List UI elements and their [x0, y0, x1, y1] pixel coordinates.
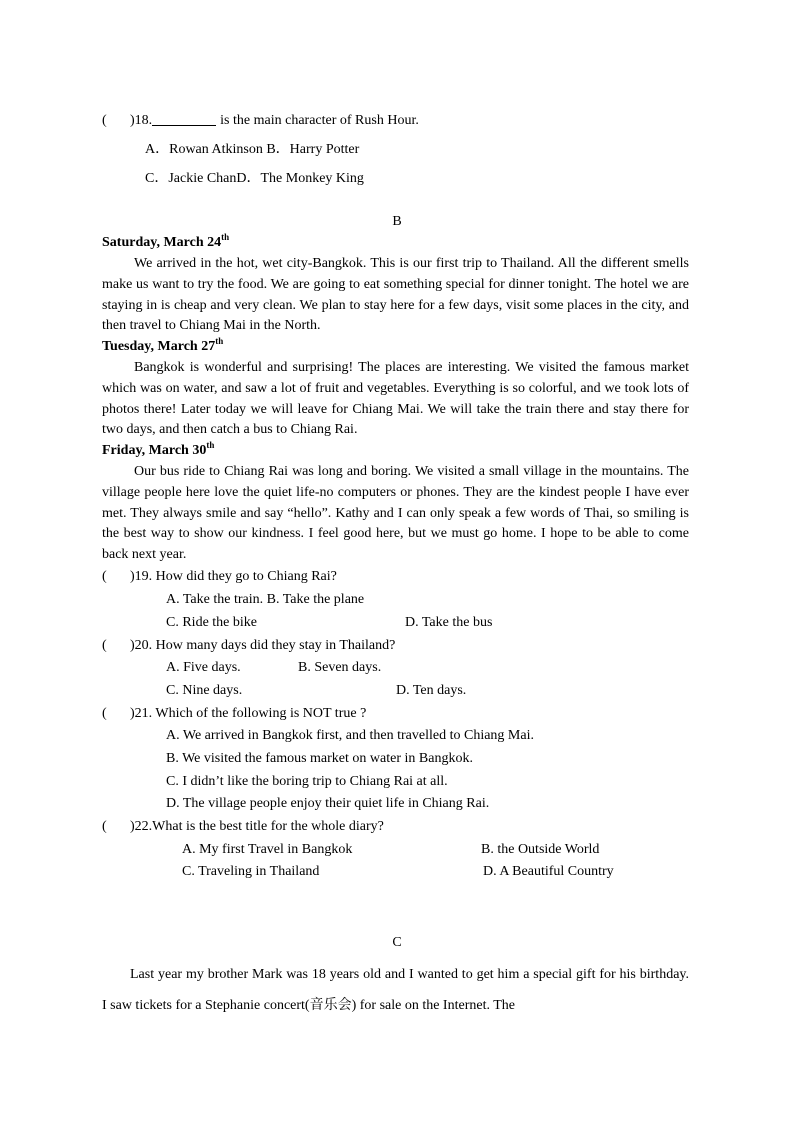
diary-date-1: Saturday, March 24th	[102, 232, 230, 250]
q22-option-a: A. My first Travel in Bangkok	[182, 842, 353, 857]
diary-date-3: Friday, March 30th	[102, 440, 215, 458]
section-c-title: C	[392, 935, 402, 950]
section-b-title: B	[392, 214, 402, 229]
q22-option-b: B. the Outside World	[481, 842, 600, 857]
question-number: )22.	[130, 819, 153, 834]
question-18	[102, 111, 419, 132]
option-d: D．The Monkey King	[236, 171, 364, 186]
answer-bracket: (	[102, 706, 107, 721]
option-c: C．Jackie Chan	[145, 171, 237, 186]
q19-option-d: D. Take the bus	[405, 615, 493, 630]
section-c-passage	[102, 959, 689, 1021]
option-b: B．Harry Potter	[266, 142, 360, 157]
q21-option-b: B. We visited the famous market on water in Bangkok.	[166, 751, 473, 766]
q21-option-a: A. We arrived in Bangkok first, and then travelled to Chiang Mai.	[166, 728, 534, 743]
answer-bracket: (	[102, 113, 107, 128]
question-21	[102, 704, 366, 725]
diary-entry-2	[102, 358, 689, 441]
q19-option-c: C. Ride the bike	[166, 615, 257, 630]
question-20	[102, 636, 395, 657]
question-stem: What is the best title for the whole diary?	[152, 819, 384, 834]
question-number: )20.	[130, 638, 153, 653]
question-stem: is the main character of Rush Hour.	[220, 113, 419, 128]
q18-options-row-1	[145, 140, 359, 161]
question-number: )19.	[130, 569, 153, 584]
q20-option-d: D. Ten days.	[396, 683, 467, 698]
answer-bracket: (	[102, 638, 107, 653]
q20-option-c: C. Nine days.	[166, 683, 243, 698]
diary-text-3: Our bus ride to Chiang Rai was long and boring. We visited a small village in the mountains. The village people here love the quiet life-no computers or phones. They are the kindest people I have ever met. They always smile and say “hello”. Kathy and I can only speak a few words of Thai, so smiling is the best way to show our kindness. I feel good here, but we must go home. I hope to be able to come back next year.	[102, 464, 689, 563]
q21-option-d: D. The village people enjoy their quiet life in Chiang Rai.	[166, 796, 490, 811]
diary-date-2: Tuesday, March 27th	[102, 336, 224, 354]
q20-option-b: B. Seven days.	[298, 660, 382, 675]
q20-option-a: A. Five days.	[166, 660, 241, 675]
question-stem: Which of the following is NOT true ?	[155, 706, 367, 721]
diary-entry-3	[102, 462, 689, 566]
answer-blank[interactable]	[152, 111, 216, 126]
question-number: )18.	[130, 113, 153, 128]
q19-option-ab: A. Take the train. B. Take the plane	[166, 592, 365, 607]
diary-text-1: We arrived in the hot, wet city-Bangkok. This is our first trip to Thailand. All the different smells make us want to try the food. We are going to eat something special for dinner tonight. The hotel we are staying in is cheap and very clean. We plan to stay here for a few days, visit some places in the city, and then travel to Chiang Mai in the North.	[102, 256, 689, 334]
diary-text-2: Bangkok is wonderful and surprising! The places are interesting. We visited the famous market which was on water, and saw a lot of fruit and vegetables. Everything is so colorful, and we took lots of photos there! Later today we will leave for Chiang Mai. We will take the train there and stay there for two days, and then catch a bus to Chiang Rai.	[102, 360, 689, 438]
answer-bracket: (	[102, 819, 107, 834]
section-c-text: Last year my brother Mark was 18 years old and I wanted to get him a special gift for his birthday. I saw tickets for a Stephanie concert(音乐会) for sale on the Internet. The	[102, 967, 689, 1013]
option-a: A．Rowan Atkinson	[145, 142, 263, 157]
q21-option-c: C. I didn’t like the boring trip to Chiang Rai at all.	[166, 774, 448, 789]
question-number: )21.	[130, 706, 153, 721]
question-stem: How many days did they stay in Thailand?	[155, 638, 396, 653]
question-19	[102, 567, 337, 588]
question-22	[102, 817, 384, 838]
q18-options-row-2	[145, 169, 364, 190]
question-stem: How did they go to Chiang Rai?	[155, 569, 337, 584]
q22-option-d: D. A Beautiful Country	[483, 864, 614, 879]
q22-option-c: C. Traveling in Thailand	[182, 864, 320, 879]
diary-entry-1	[102, 254, 689, 337]
answer-bracket: (	[102, 569, 107, 584]
